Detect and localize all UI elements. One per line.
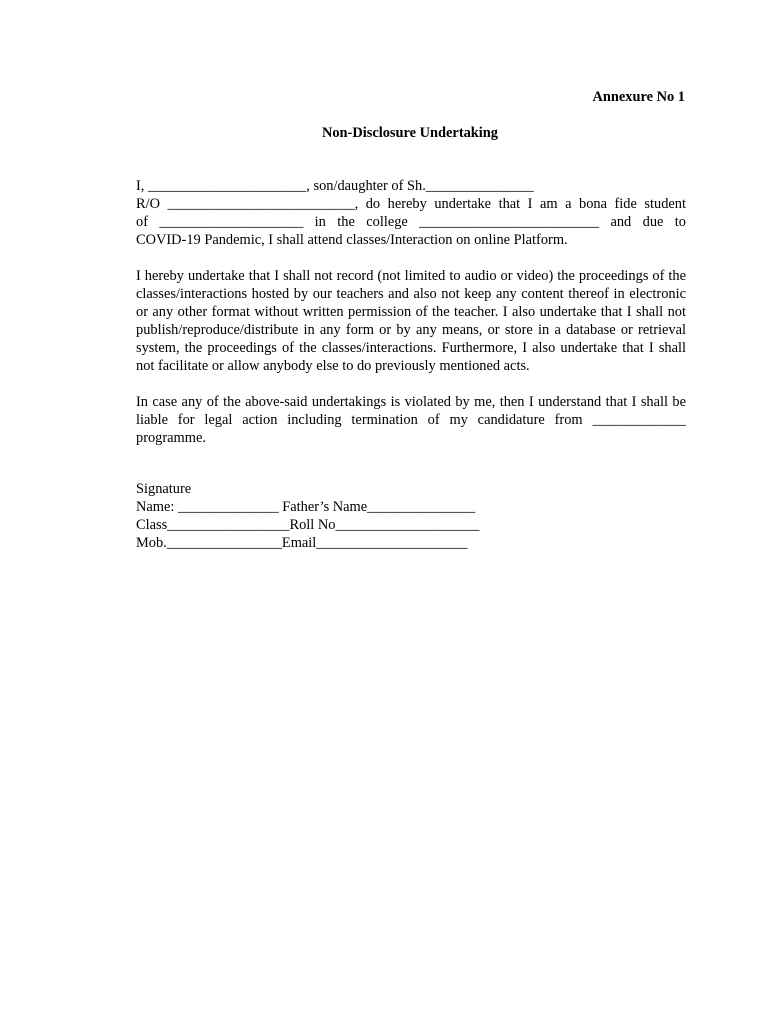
paragraph-spacer bbox=[136, 249, 686, 267]
document-title: Non-Disclosure Undertaking bbox=[321, 125, 499, 141]
signature-label: Signature bbox=[136, 481, 192, 497]
intro-line-1: I, ______________________, son/daughter of Sh._______________ bbox=[136, 178, 534, 194]
name-father-line: Name: ______________ Father’s Name_______________ bbox=[136, 499, 476, 515]
intro-line-4: COVID-19 Pandemic, I shall attend classes/Interaction on online Platform. bbox=[136, 232, 568, 248]
document-body bbox=[136, 177, 686, 447]
undertaking-paragraph: I hereby undertake that I shall not record (not limited to audio or video) the proceedings of the classes/interactions hosted by our teachers and also not keep any content thereof in electronic or any other format without written permission of the teacher. I also undertake that I shall not publish/reproduce/distribute in any form or by any means, or store in a database or retrieval system, the proceedings of the classes/interactions. Furthermore, I also undertake that I shall not facilitate or allow anybody else to do previously mentioned acts. bbox=[136, 268, 686, 374]
signature-block bbox=[136, 480, 479, 552]
mobile-email-line: Mob.________________Email_____________________ bbox=[136, 535, 468, 551]
violation-paragraph: In case any of the above-said undertakings is violated by me, then I understand that I shall be liable for legal action including termination of my candidature from _____________ programme. bbox=[136, 394, 686, 446]
paragraph-spacer bbox=[136, 375, 686, 393]
annexure-label: Annexure No 1 bbox=[592, 89, 685, 105]
intro-line-2: R/O __________________________, do hereby undertake that I am a bona fide student bbox=[136, 196, 686, 212]
intro-paragraph bbox=[136, 177, 686, 249]
class-roll-line: Class_________________Roll No____________________ bbox=[136, 517, 480, 533]
intro-line-3: of ____________________ in the college _________________________ and due to bbox=[136, 214, 686, 230]
